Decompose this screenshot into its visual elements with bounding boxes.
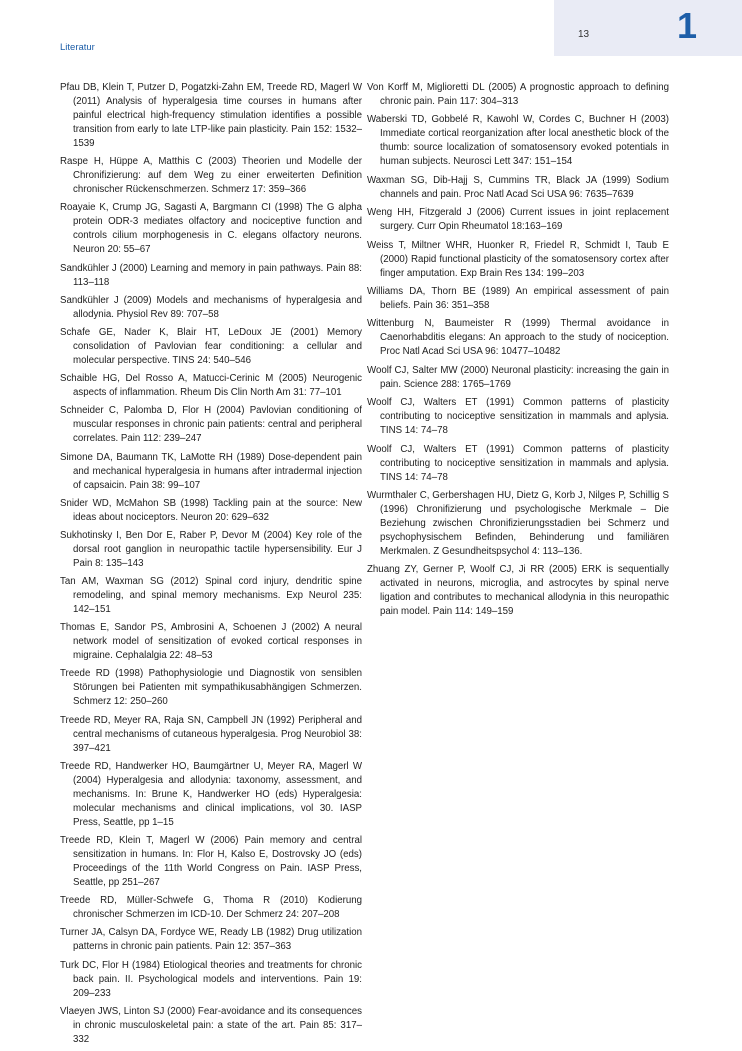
reference-entry: Pfau DB, Klein T, Putzer D, Pogatzki-Zahn EM, Treede RD, Magerl W (2011) Analysis of hyperalgesia time courses in humans after painful electrical high-frequency stimulation identifies a possible transition from early to late LTP-like pain plasticity. Pain 152: 1532–1539 [60,82,362,149]
reference-entry: Schneider C, Palomba D, Flor H (2004) Pavlovian conditioning of muscular responses in chronic pain patients: central and peripheral correlates. Pain 112: 239–247 [60,405,362,445]
reference-entry: Weng HH, Fitzgerald J (2006) Current issues in joint replacement surgery. Curr Opin Rheumatol 18:163–169 [367,207,669,233]
running-head: Literatur [60,42,95,53]
reference-entry: Vlaeyen JWS, Linton SJ (2000) Fear-avoidance and its consequences in chronic musculoskeletal pain: a state of the art. Pain 85: 317–332 [60,1005,362,1045]
reference-entry: Raspe H, Hüppe A, Matthis C (2003) Theorien und Modelle der Chronifizierung: auf dem Weg zu einer erweiterten Definition chronischer Rückenschmerzen. Schmerz 17: 359–366 [60,156,362,196]
reference-entry: Sukhotinsky I, Ben Dor E, Raber P, Devor M (2004) Key role of the dorsal root ganglion in neuropathic tactile hypersensibility. Eur J Pain 8: 135–143 [60,529,362,569]
reference-entry: Von Korff M, Miglioretti DL (2005) A prognostic approach to defining chronic pain. Pain 117: 304–313 [367,82,669,107]
reference-entry: Woolf CJ, Walters ET (1991) Common patterns of plasticity contributing to nociceptive sensitization in mammals and aplysia. TINS 14: 74–78 [367,397,669,437]
reference-entry: Wittenburg N, Baumeister R (1999) Thermal avoidance in Caenorhabditis elegans: An approach to the study of nociception. Proc Natl Acad Sci USA 96: 10477–10482 [367,318,669,358]
reference-entry: Wurmthaler C, Gerbershagen HU, Dietz G, Korb J, Nilges P, Schillig S (1996) Chronifizierung und psychologische Merkmale – Die Beziehung zwischen Chronifizierungsstadien bei Schmerz und psychophysischem Befinden, Behinderung und familiären Merkmalen. Z Gesundheitspsychol 4: 113–136. [367,489,669,557]
reference-entry: Weiss T, Miltner WHR, Huonker R, Friedel R, Schmidt I, Taub E (2000) Rapid functional plasticity of the somatosensory cortex after finger amputation. Exp Brain Res 134: 199–203 [367,239,669,279]
reference-entry: Roayaie K, Crump JG, Sagasti A, Bargmann CI (1998) The G alpha protein ODR-3 mediates olfactory and nociceptive function and controls cilium morphogenesis in C. elegans olfactory neurons. Neuron 20: 55–67 [60,202,362,256]
chapter-number: 1 [677,5,698,46]
reference-entry: Simone DA, Baumann TK, LaMotte RH (1989) Dose-dependent pain and mechanical hyperalgesia in humans after intradermal injection of capsaicin. Pain 38: 99–107 [60,451,362,491]
reference-entry: Treede RD, Handwerker HO, Baumgärtner U, Meyer RA, Magerl W (2004) Hyperalgesia and allodynia: taxonomy, assessment, and mechanisms. In: Brune K, Handwerker HO (eds) Hyperalgesia: molecular mechanisms and clinical implications, vol 30. IASP Press, Seattle, pp 1–15 [60,760,362,828]
reference-entry: Waberski TD, Gobbelé R, Kawohl W, Cordes C, Buchner H (2003) Immediate cortical reorganization after local anesthetic block of the thumb: source localization of somatosensory evoked potentials in human subjects. Neurosci Lett 347: 151–154 [367,114,669,168]
reference-entry: Treede RD, Klein T, Magerl W (2006) Pain memory and central sensitization in humans. In: Flor H, Kalso E, Dostrovsky JO (eds) Proceedings of the 11th World Congress on Pain. IASP Press, Seattle, pp 251–267 [60,835,362,888]
reference-entry: Sandkühler J (2000) Learning and memory in pain pathways. Pain 88: 113–118 [60,262,362,288]
reference-entry: Snider WD, McMahon SB (1998) Tackling pain at the source: New ideas about nociceptors. Neuron 20: 629–632 [60,497,362,523]
reference-entry: Woolf CJ, Salter MW (2000) Neuronal plasticity: increasing the gain in pain. Science 288: 1765–1769 [367,364,669,390]
reference-entry: Treede RD, Meyer RA, Raja SN, Campbell JN (1992) Peripheral and central mechanisms of cutaneous hyperalgesia. Prog Neurobiol 38: 397–421 [60,714,362,754]
reference-entry: Zhuang ZY, Gerner P, Woolf CJ, Ji RR (2005) ERK is sequentially activated in neurons, microglia, and astrocytes by spinal nerve ligation and contributes to mechanical allodynia in this neuropathic pain model. Pain 114: 149–159 [367,564,669,618]
chapter-tab-background [554,0,742,56]
reference-entry: Tan AM, Waxman SG (2012) Spinal cord injury, dendritic spine remodeling, and spinal memory mechanisms. Exp Neurol 235: 142–151 [60,576,362,616]
reference-entry: Schaible HG, Del Rosso A, Matucci-Cerinic M (2005) Neurogenic aspects of inflammation. Rheum Dis Clin North Am 31: 77–101 [60,373,362,399]
reference-column-right [367,81,669,624]
page-number: 13 [578,29,590,40]
reference-entry: Williams DA, Thorn BE (1989) An empirical assessment of pain beliefs. Pain 36: 351–358 [367,285,669,311]
reference-entry: Treede RD, Müller-Schwefe G, Thoma R (2010) Kodierung chronischer Schmerzen im ICD-10. Der Schmerz 24: 207–208 [60,895,362,921]
reference-entry: Turner JA, Calsyn DA, Fordyce WE, Ready LB (1982) Drug utilization patterns in chronic pain patients. Pain 12: 357–363 [60,927,362,953]
reference-column-left [60,81,362,1051]
reference-entry: Thomas E, Sandor PS, Ambrosini A, Schoenen J (2002) A neural network model of sensitization of evoked cortical responses in migraine. Cephalalgia 22: 48–53 [60,622,362,662]
reference-entry: Woolf CJ, Walters ET (1991) Common patterns of plasticity contributing to nociceptive sensitization in mammals and aplysia. TINS 14: 74–78 [367,443,669,483]
reference-entry: Sandkühler J (2009) Models and mechanisms of hyperalgesia and allodynia. Physiol Rev 89: 707–58 [60,294,362,320]
reference-entry: Schafe GE, Nader K, Blair HT, LeDoux JE (2001) Memory consolidation of Pavlovian fear conditioning: a cellular and molecular perspective. TINS 24: 540–546 [60,326,362,366]
reference-entry: Waxman SG, Dib-Hajj S, Cummins TR, Black JA (1999) Sodium channels and pain. Proc Natl Acad Sci USA 96: 7635–7639 [367,174,669,200]
reference-entry: Treede RD (1998) Pathophysiologie und Diagnostik von sensiblen Störungen bei Patienten mit sympathikusabhängigen Schmerzen. Schmerz 12: 250–260 [60,668,362,708]
reference-entry: Turk DC, Flor H (1984) Etiological theories and treatments for chronic back pain. II. Psychological models and interventions. Pain 19: 209–233 [60,959,362,999]
